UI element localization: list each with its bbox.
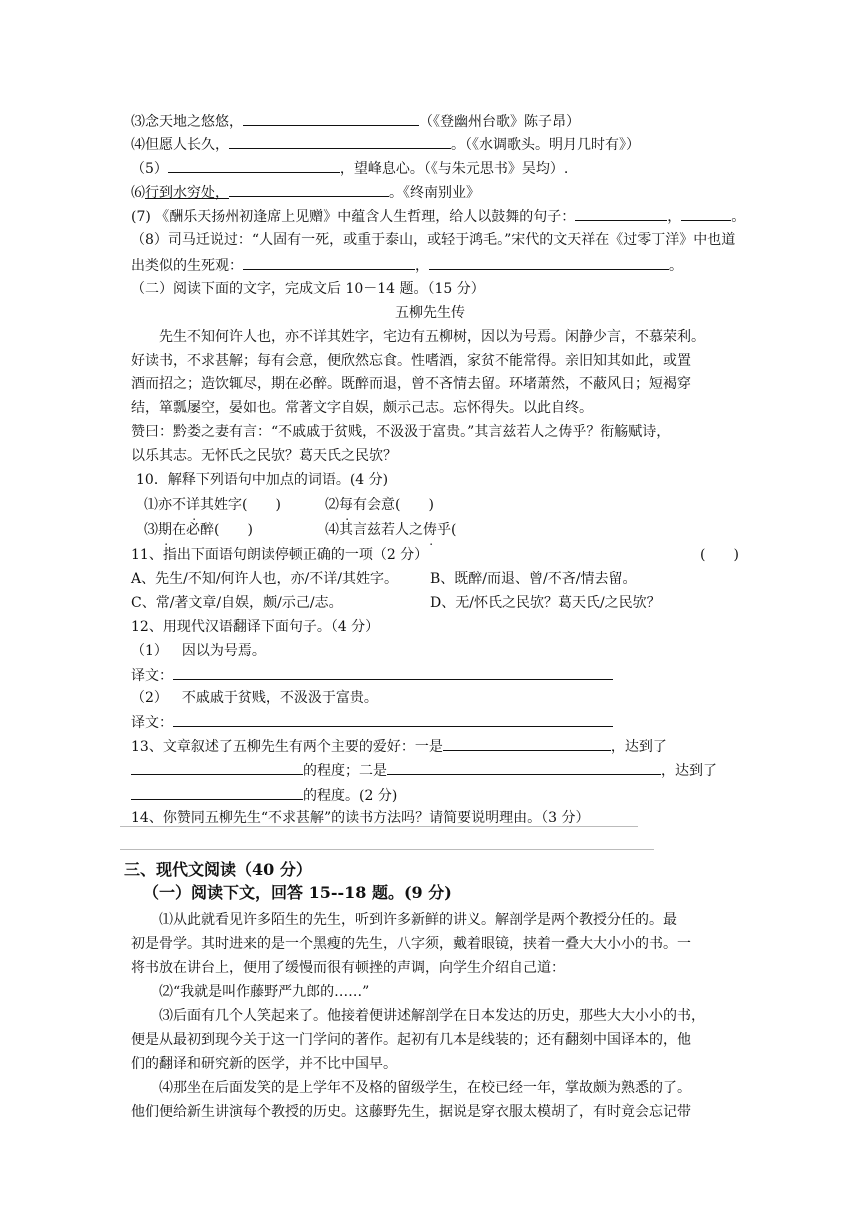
answer-blank[interactable] xyxy=(173,711,613,727)
q14-stem: 14、你赞同五柳先生“不求甚解”的读书方法吗？请简要说明理由。（3 分） xyxy=(131,810,590,826)
q11-option-b[interactable]: B、既醉/而退、曾/不吝/情去留。 xyxy=(430,571,637,587)
q11-option-a[interactable]: A、先生/不知/何许人也，亦/不详/其姓字。 xyxy=(131,571,398,587)
poem-q7: (7) 《酬乐天扬州初逢席上见赠》中蕴含人生哲理，给人以鼓舞的句子： ， 。 xyxy=(131,205,745,227)
answer-blank[interactable] xyxy=(429,254,669,270)
reading-line: ⑶后面有几个人笑起来了。他接着便讲述解剖学在日本发达的历史，那些大大小小的书， xyxy=(159,1008,705,1024)
q10-item-4: ⑷其言兹若人之俦乎( xyxy=(325,522,457,538)
q13-line2: 的程度；二是 ，达到了 xyxy=(131,759,717,781)
answer-blank[interactable] xyxy=(681,205,731,221)
answer-blank[interactable] xyxy=(575,205,667,221)
poem-q8-line1: （8）司马迁说过：“人固有一死，或重于泰山，或轻于鸿毛。”宋代的文天祥在《过零丁洋》中也道 xyxy=(131,232,736,248)
poem-q6: ⑹行到水穷处， 。《终南别业》 xyxy=(131,181,480,203)
q12-stem: 12、用现代汉语翻译下面句子。（4 分） xyxy=(131,619,380,635)
passage-line: 酒而招之；造饮辄尽，期在必醉。既醉而退，曾不吝情去留。环堵萧然，不蔽风日；短褐穿 xyxy=(131,376,691,392)
answer-blank[interactable] xyxy=(387,759,661,775)
section2-header: （二）阅读下面的文字，完成文后 10－14 题。（15 分） xyxy=(131,281,485,297)
answer-blank[interactable] xyxy=(229,181,389,197)
reading-line: 将书放在讲台上，便用了缓慢而很有顿挫的声调，向学生介绍自己道： xyxy=(131,960,565,976)
q10-item-1: ⑴亦不详其姓字( ) xyxy=(144,497,281,513)
passage-title: 五柳先生传 xyxy=(395,305,465,321)
q12-sentence-1: （1） 因以为号焉。 xyxy=(131,643,266,659)
q12-sentence-2: （2） 不戚戚于贫贱，不汲汲于富贵。 xyxy=(131,690,378,706)
reading-line: 们的翻译和研究新的医学，并不比中国早。 xyxy=(131,1056,397,1072)
passage-line: 先生不知何许人也，亦不详其姓字，宅边有五柳树，因以为号焉。闲静少言，不慕荣利。 xyxy=(159,329,705,345)
passage-line: 赞曰：黔娄之妻有言：“不戚戚于贫贱，不汲汲于富贵。”其言兹若人之俦乎？衔觞赋诗， xyxy=(131,424,671,440)
passage-line: 好读书，不求甚解；每有会意，便欣然忘食。性嗜酒，家贫不能常得。亲旧知其如此，或置 xyxy=(131,353,691,369)
answer-blank[interactable] xyxy=(243,110,419,126)
q10-item-3: ⑶期在必醉( ) xyxy=(144,522,253,538)
q12-translation-2: 译文： xyxy=(131,711,613,733)
answer-line[interactable] xyxy=(120,849,654,850)
answer-blank[interactable] xyxy=(131,784,303,800)
reading-line: ⑷那坐在后面发笑的是上学年不及格的留级学生，在校已经一年，掌故颇为熟悉的了。 xyxy=(159,1080,691,1096)
q11-option-d[interactable]: D、无/怀氏之民欤？葛天氏/之民欤？ xyxy=(430,595,661,611)
reading-line: 初是骨学。其时进来的是一个黑瘦的先生，八字须，戴着眼镜，挟着一叠大大小小的书。一 xyxy=(131,936,691,952)
passage-line: 以乐其志。无怀氏之民欤？葛天氏之民欤？ xyxy=(131,448,397,464)
answer-line[interactable] xyxy=(120,826,638,827)
reading-line: ⑴从此就看见许多陌生的先生，听到许多新鲜的讲义。解剖学是两个教授分任的。最 xyxy=(159,912,677,928)
answer-blank[interactable] xyxy=(243,254,415,270)
answer-blank[interactable] xyxy=(168,157,340,173)
q10-stem: 10．解释下列语句中加点的词语。(4 分) xyxy=(136,472,389,488)
reading-line: 便是从最初到现今关于这一门学问的著作。起初有几本是线装的；还有翻刻中国译本的，他 xyxy=(131,1032,691,1048)
poem-q4: ⑷但愿人长久， 。（《水调歌头。明月几时有》） xyxy=(131,133,640,155)
passage-line: 结，箪瓢屡空，晏如也。常著文字自娱，颇示己志。忘怀得失。以此自终。 xyxy=(131,400,593,416)
poem-q3: ⑶念天地之悠悠， （《登幽州台歌》陈子昂） xyxy=(131,110,580,132)
q10-item-2: ⑵每有会意( ) xyxy=(325,497,434,513)
answer-blank[interactable] xyxy=(173,664,613,680)
section3-subheader: （一）阅读下文，回答 15--18 题。(9 分) xyxy=(143,883,452,902)
poem-q8-line2: 出类似的生死观： ， 。 xyxy=(131,254,683,276)
q11-stem: 11、指出下面语句朗读停顿正确的一项（2 分） xyxy=(131,547,429,563)
q11-answer-paren[interactable]: ( ) xyxy=(700,547,739,563)
answer-blank[interactable] xyxy=(131,759,303,775)
reading-line: ⑵“我就是叫作藤野严九郎的……” xyxy=(159,984,370,1000)
answer-blank[interactable] xyxy=(443,735,611,751)
poem-q5: （5） ，望峰息心。（《与朱元思书》吴均）. xyxy=(131,157,568,179)
section3-header: 三、现代文阅读（40 分） xyxy=(124,860,312,879)
answer-blank[interactable] xyxy=(229,133,451,149)
q13-line3: 的程度。(2 分) xyxy=(131,784,397,806)
q12-translation-1: 译文： xyxy=(131,664,613,686)
q13-line1: 13、文章叙述了五柳先生有两个主要的爱好：一是 ，达到了 xyxy=(131,735,667,757)
reading-line: 他们便给新生讲演每个教授的历史。这藤野先生，据说是穿衣服太模胡了，有时竟会忘记带 xyxy=(131,1104,691,1120)
q11-option-c[interactable]: C、常/著文章/自娱，颇/示己/志。 xyxy=(131,595,343,611)
